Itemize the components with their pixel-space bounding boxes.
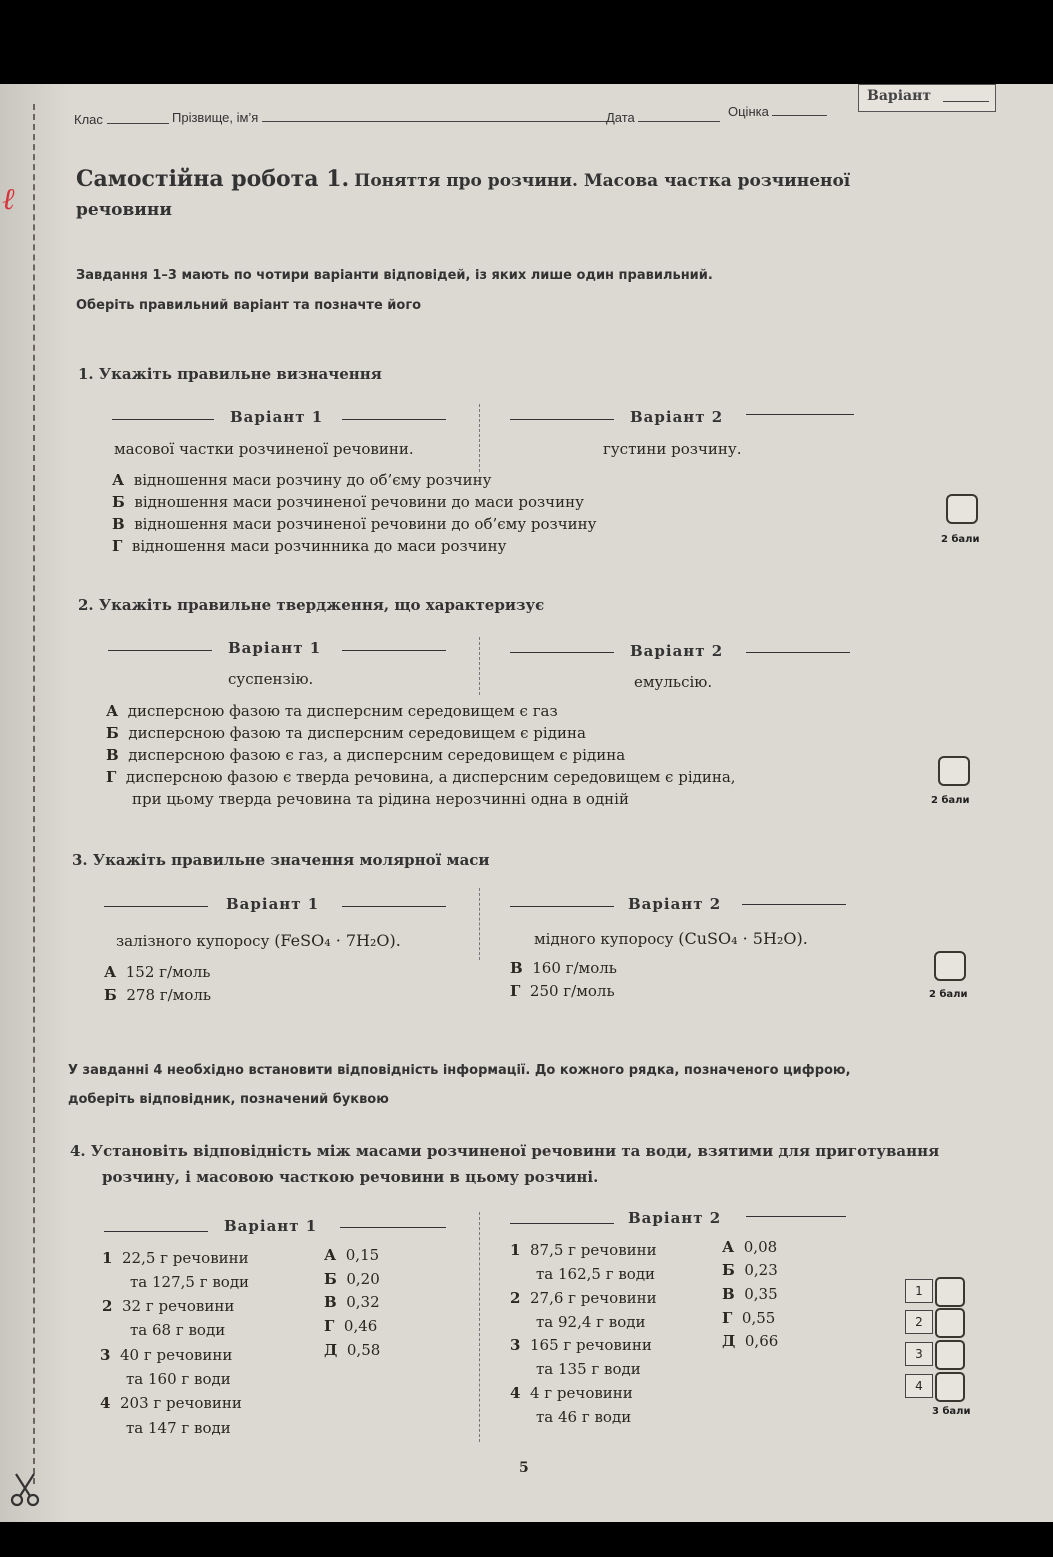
q4-grid-cell-4[interactable]	[935, 1372, 965, 1402]
worksheet-page	[0, 84, 1053, 1522]
q3-variant1	[116, 931, 401, 950]
q2-v1-rule-right	[342, 650, 446, 651]
q4-v1-rule-right	[340, 1227, 446, 1228]
q4-v2-row-2-line1: 27,6 г речовини	[529, 1289, 657, 1307]
q3-option-d-letter: Г	[510, 982, 521, 1000]
q4-v1-answer-a	[324, 1246, 379, 1264]
q4-v1-answer-e-letter: Д	[324, 1341, 338, 1359]
q3-option-c-letter: В	[510, 959, 523, 977]
q4-v1-row-4-line1: 203 г речовини	[119, 1394, 242, 1412]
q4-v2-answer-c	[722, 1285, 778, 1303]
q4-v2-row-1-num: 1	[510, 1241, 521, 1259]
q1-option-a-text: відношення маси розчину до об’єму розчину	[133, 471, 492, 489]
q4-number: 4.	[70, 1142, 86, 1160]
grade-blank[interactable]	[772, 104, 827, 116]
page-number: 5	[519, 1460, 529, 1476]
q2-divider	[479, 637, 480, 695]
q4-v2-row-4-line2: та 46 г води	[536, 1408, 632, 1426]
q2-text: Укажіть правильне твердження, що характеризує	[98, 596, 545, 614]
q4-v1-row-2-line1: 32 г речовини	[121, 1297, 235, 1315]
q1-answer-box[interactable]	[946, 494, 978, 524]
q3-variant2	[534, 929, 808, 948]
q4-v1-row-3-line1: 40 г речовини	[119, 1346, 233, 1364]
q3-variant2-label: Варіант 2	[628, 895, 722, 913]
q4-v1-answer-a-value: 0,15	[345, 1246, 380, 1264]
q3-option-a	[104, 963, 210, 981]
q2-option-d-continued: при цьому тверда речовина та рідина нерозчинні одна в одній	[132, 790, 629, 808]
instructions-1-3-line1: Завдання 1–3 мають по чотири варіанти відповідей, із яких лише один правильний.	[76, 268, 713, 283]
scissors-icon	[8, 1472, 44, 1512]
q4-v2-answer-b-value: 0,23	[744, 1261, 778, 1279]
variant-box-label: Варіант	[867, 88, 932, 104]
q4-v2-answer-a-letter: А	[722, 1238, 735, 1256]
q4-v2-answer-b	[722, 1261, 778, 1279]
q4-v2-row-2-line2: та 92,4 г води	[536, 1313, 646, 1331]
q4-v1-answer-c-value: 0,32	[346, 1293, 380, 1311]
q4-v2-answer-d-letter: Г	[722, 1309, 733, 1327]
q2-answer-box[interactable]	[938, 756, 970, 786]
q2-option-b-text: дисперсною фазою та дисперсним середовищем є рідина	[128, 724, 586, 742]
q2-option-b	[106, 724, 586, 742]
q2-heading	[78, 596, 544, 614]
q3-v2-rule-right	[742, 904, 846, 905]
q1-option-b-text: відношення маси розчиненої речовини до маси розчину	[134, 493, 584, 511]
q4-heading	[70, 1142, 939, 1160]
q4-v2-row-3-line1: 165 г речовини	[529, 1336, 652, 1354]
name-blank[interactable]	[262, 110, 607, 122]
q1-number: 1.	[78, 365, 94, 383]
q3-option-b-letter: Б	[104, 986, 117, 1004]
q1-option-b	[112, 493, 584, 511]
title-topic-line1: Поняття про розчини. Масова частка розчиненої	[354, 171, 851, 191]
q4-v2-answer-d	[722, 1309, 775, 1327]
q4-v1-row-4-line2: та 147 г води	[126, 1419, 231, 1437]
q1-option-c	[112, 515, 596, 533]
q4-points: 3 бали	[932, 1406, 971, 1417]
q4-v2-answer-e-letter: Д	[722, 1332, 736, 1350]
q4-v1-row-3-num: 3	[100, 1346, 111, 1364]
date-field[interactable]	[606, 110, 720, 125]
q4-v1-answer-d-letter: Г	[324, 1317, 335, 1335]
q2-variant1-text: суспензію.	[228, 670, 314, 688]
q4-v2-answer-c-value: 0,35	[744, 1285, 778, 1303]
q2-v2-rule-right	[746, 652, 850, 653]
q4-grid-cell-3[interactable]	[935, 1340, 965, 1370]
q3-option-c-text: 160 г/моль	[532, 959, 617, 977]
q2-v2-rule-left	[510, 652, 614, 653]
q4-grid-num-1: 1	[905, 1279, 933, 1303]
q4-grid-row-4	[905, 1372, 961, 1400]
q3-variant1-text: залізного купоросу	[116, 932, 270, 950]
q4-v1-row-1	[102, 1249, 249, 1267]
page-shadow	[0, 84, 70, 1522]
q2-variant1-label: Варіант 1	[228, 639, 322, 657]
q1-v2-rule-left	[510, 419, 614, 420]
q4-v2-row-3	[510, 1336, 652, 1354]
q1-text: Укажіть правильне визначення	[98, 365, 382, 383]
q4-v1-row-1-num: 1	[102, 1249, 113, 1267]
q4-v1-answer-d	[324, 1317, 377, 1335]
q4-v2-answer-e-value: 0,66	[744, 1332, 779, 1350]
instructions-4-line1: У завданні 4 необхідно встановити відповідність інформації. До кожного рядка, позначеного цифрою,	[68, 1063, 851, 1078]
q3-text: Укажіть правильне значення молярної маси	[92, 851, 490, 869]
q4-grid-num-4: 4	[905, 1374, 933, 1398]
q3-heading	[72, 851, 490, 869]
q4-v2-row-4-line1: 4 г речовини	[529, 1384, 633, 1402]
q1-variant1-text: масової частки розчиненої речовини.	[114, 440, 414, 458]
q4-grid-cell-1[interactable]	[935, 1277, 965, 1307]
q1-divider	[479, 404, 480, 472]
q4-v1-answer-e	[324, 1341, 380, 1359]
q4-grid-num-2: 2	[905, 1310, 933, 1334]
q4-v2-answer-d-value: 0,55	[741, 1309, 776, 1327]
q4-v1-row-4-num: 4	[100, 1394, 111, 1412]
q2-option-c-text: дисперсною фазою є газ, а дисперсним середовищем є рідина	[128, 746, 626, 764]
q2-points: 2 бали	[931, 795, 970, 806]
q2-option-b-letter: Б	[106, 724, 119, 742]
q4-text-line2: розчину, і масовою часткою речовини в цьому розчині.	[102, 1168, 599, 1186]
q4-divider	[479, 1212, 480, 1442]
title-topic-line2: речовини	[76, 200, 172, 220]
q4-v2-answer-b-letter: Б	[722, 1261, 735, 1279]
date-blank[interactable]	[638, 110, 720, 122]
variant-blank[interactable]	[943, 101, 989, 102]
q3-divider	[479, 888, 480, 960]
q1-v1-rule-right	[342, 419, 446, 420]
q2-number: 2.	[78, 596, 94, 614]
q4-v2-row-3-line2: та 135 г води	[536, 1360, 641, 1378]
q4-v2-answer-a-value: 0,08	[743, 1238, 778, 1256]
q4-grid-row-2	[905, 1308, 961, 1336]
q2-option-a-letter: А	[106, 702, 119, 720]
q2-option-c	[106, 746, 625, 764]
q3-variant2-formula: (CuSO₄ · 5H₂O).	[678, 929, 808, 948]
q3-v1-rule-left	[104, 906, 208, 907]
q1-v2-rule-right	[746, 414, 854, 415]
q4-v1-row-2-line2: та 68 г води	[130, 1321, 226, 1339]
q4-v1-answer-b-letter: Б	[324, 1270, 337, 1288]
q4-v1-row-2	[102, 1297, 234, 1315]
q3-option-b-text: 278 г/моль	[126, 986, 212, 1004]
margin-scribble: ℓ	[2, 182, 15, 217]
q2-variant2-label: Варіант 2	[630, 642, 724, 660]
grade-label: Оцінка	[728, 104, 769, 119]
page-title	[76, 166, 850, 192]
q3-variant2-text: мідного купоросу	[534, 930, 674, 948]
name-field[interactable]	[172, 110, 607, 125]
q1-v1-rule-left	[112, 419, 214, 420]
q2-option-d-letter: Г	[106, 768, 117, 786]
q4-v2-row-4-num: 4	[510, 1384, 521, 1402]
q1-option-d-text: відношення маси розчинника до маси розчину	[131, 537, 507, 555]
q3-option-a-text: 152 г/моль	[125, 963, 211, 981]
q1-variant1-label: Варіант 1	[230, 408, 324, 426]
q4-v2-answer-c-letter: В	[722, 1285, 735, 1303]
q4-v2-answer-a	[722, 1238, 777, 1256]
q4-v2-rule-left	[510, 1223, 614, 1224]
q4-v2-row-2-num: 2	[510, 1289, 521, 1307]
q1-option-b-letter: Б	[112, 493, 125, 511]
q1-option-a-letter: А	[112, 471, 125, 489]
q4-v1-answer-d-value: 0,46	[343, 1317, 378, 1335]
q1-option-d	[112, 537, 506, 555]
q3-answer-box[interactable]	[934, 951, 966, 981]
q4-v1-row-1-line1: 22,5 г речовини	[121, 1249, 249, 1267]
q4-v1-row-3	[100, 1346, 232, 1364]
title-main: Самостійна робота 1.	[76, 166, 350, 192]
q4-v1-rule-left	[104, 1231, 208, 1232]
q4-v2-rule-right	[746, 1216, 846, 1217]
q3-option-c	[510, 959, 617, 977]
instructions-1-3-line2: Оберіть правильний варіант та позначте його	[76, 298, 422, 313]
q2-option-c-letter: В	[106, 746, 119, 764]
q2-option-a	[106, 702, 558, 720]
q4-v1-answer-b	[324, 1270, 380, 1288]
q3-option-d-text: 250 г/моль	[529, 982, 615, 1000]
q3-v1-rule-right	[342, 906, 446, 907]
q4-text-line1: Установіть відповідність між масами розчиненої речовини та води, взятими для приготування	[90, 1142, 940, 1160]
q4-v2-answer-e	[722, 1332, 778, 1350]
q3-number: 3.	[72, 851, 88, 869]
q3-option-a-letter: А	[104, 963, 117, 981]
q1-heading	[78, 365, 382, 383]
q1-option-c-text: відношення маси розчиненої речовини до об’єму розчину	[134, 515, 597, 533]
q4-variant1-label: Варіант 1	[224, 1217, 318, 1235]
q4-v2-row-1	[510, 1241, 657, 1259]
q4-v1-row-3-line2: та 160 г води	[126, 1370, 231, 1388]
q4-v1-row-2-num: 2	[102, 1297, 113, 1315]
q3-option-b	[104, 986, 211, 1004]
q1-option-d-letter: Г	[112, 537, 123, 555]
q4-v2-row-4	[510, 1384, 633, 1402]
class-field[interactable]	[74, 112, 169, 127]
q3-points: 2 бали	[929, 989, 968, 1000]
class-blank[interactable]	[107, 112, 169, 124]
q3-option-d	[510, 982, 615, 1000]
class-label: Клас	[74, 112, 103, 127]
q4-v2-row-1-line1: 87,5 г речовини	[529, 1241, 657, 1259]
q3-variant1-label: Варіант 1	[226, 895, 320, 913]
q4-v2-row-1-line2: та 162,5 г води	[536, 1265, 656, 1283]
q4-v1-answer-b-value: 0,20	[346, 1270, 380, 1288]
q3-v2-rule-left	[510, 906, 614, 907]
q2-option-d	[106, 768, 736, 786]
q4-v1-row-4	[100, 1394, 242, 1412]
q4-v2-row-2	[510, 1289, 657, 1307]
variant-box[interactable]	[858, 84, 996, 112]
q4-v1-answer-c-letter: В	[324, 1293, 337, 1311]
instructions-4-line2: доберіть відповідник, позначений буквою	[68, 1092, 389, 1107]
q1-points: 2 бали	[941, 534, 980, 545]
q2-variant2-text: емульсію.	[634, 673, 713, 691]
q4-v1-answer-c	[324, 1293, 380, 1311]
q1-variant2-text: густини розчину.	[603, 440, 742, 458]
grade-field[interactable]	[728, 104, 827, 119]
q1-variant2-label: Варіант 2	[630, 408, 724, 426]
date-label: Дата	[606, 110, 635, 125]
cut-line	[33, 104, 35, 1484]
q1-option-a	[112, 471, 492, 489]
q4-v1-answer-e-value: 0,58	[346, 1341, 381, 1359]
q4-grid-row-1	[905, 1277, 961, 1305]
q2-option-d-text: дисперсною фазою є тверда речовина, а дисперсним середовищем є рідина,	[125, 768, 736, 786]
q3-variant1-formula: (FeSO₄ · 7H₂O).	[274, 931, 401, 950]
q2-option-a-text: дисперсною фазою та дисперсним середовищем є газ	[127, 702, 558, 720]
q4-grid-cell-2[interactable]	[935, 1308, 965, 1338]
q4-v2-row-3-num: 3	[510, 1336, 521, 1354]
q4-grid-row-3	[905, 1340, 961, 1368]
q2-v1-rule-left	[108, 650, 212, 651]
q4-v1-row-1-line2: та 127,5 г води	[130, 1273, 250, 1291]
q4-grid-num-3: 3	[905, 1342, 933, 1366]
name-label: Прізвище, ім’я	[172, 110, 259, 125]
q4-v1-answer-a-letter: А	[324, 1246, 337, 1264]
q4-variant2-label: Варіант 2	[628, 1209, 722, 1227]
q1-option-c-letter: В	[112, 515, 125, 533]
